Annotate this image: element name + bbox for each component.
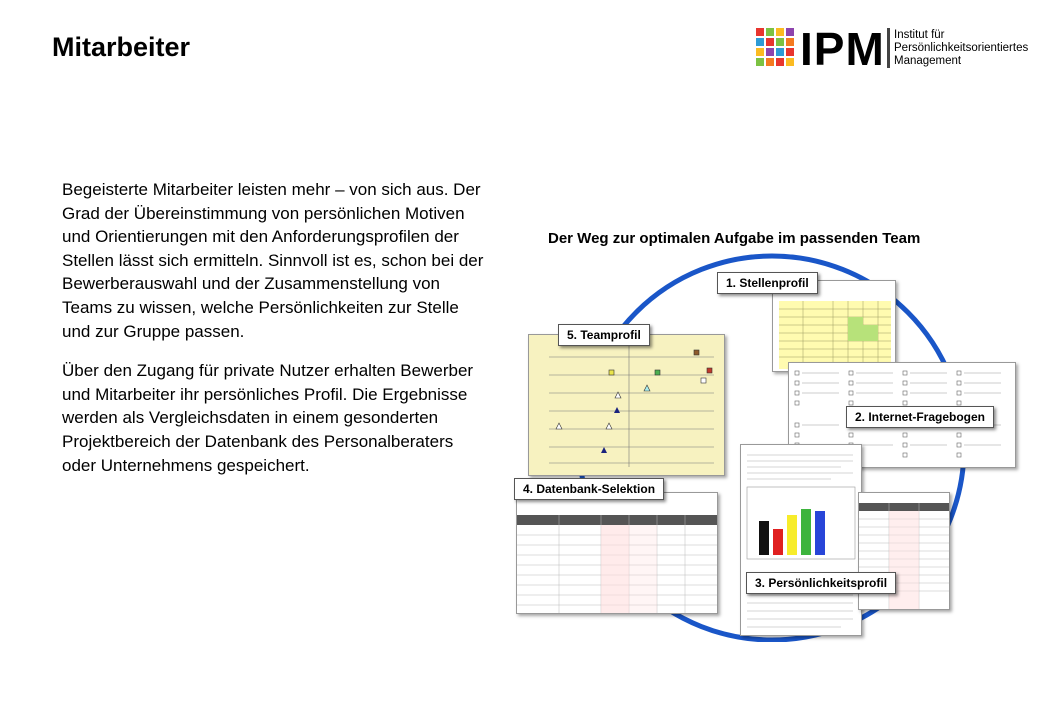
logo-mosaic-icon [756, 28, 796, 68]
logo-line-2: Persönlichkeitsorientiertes [894, 42, 1029, 54]
persoenlichkeitsprofil-document [740, 444, 862, 636]
ipm-logo [756, 23, 1029, 75]
logo-line-1: Institut für [894, 29, 945, 41]
label-datenbank: 4. Datenbank-Selektion [514, 478, 664, 500]
datenbank-thumbnail [517, 493, 717, 613]
teamprofil-thumbnail [529, 335, 724, 475]
datenbank-table [516, 492, 718, 614]
teamprofil-panel [528, 334, 725, 476]
logo-mark: IPM [800, 23, 885, 75]
label-persoenlichkeitsprofil: 3. Persönlichkeitsprofil [746, 572, 896, 594]
label-stellenprofil: 1. Stellenprofil [717, 272, 818, 294]
logo-line-3: Management [894, 55, 962, 67]
paragraph-1: Begeisterte Mitarbeiter leisten mehr – von sich aus. Der Grad der Übereinstimmung von persönlichen Motiven und Orientierungen mit den Anforderungsprofilen der Stellen lässt sich ermitteln. Sinnvoll ist es, schon bei der Bewerberauswahl und der Zusammenstellung von Teams zu wissen, welche Persönlichkeiten zur Stelle und zur Gruppe passen. [62, 180, 484, 341]
page-title: Mitarbeiter [52, 32, 191, 62]
process-figure [510, 222, 1020, 642]
label-teamprofil: 5. Teamprofil [558, 324, 650, 346]
logo-text [894, 29, 1028, 68]
label-fragebogen: 2. Internet-Fragebogen [846, 406, 994, 428]
body-text [62, 178, 487, 493]
logo-divider [887, 28, 890, 68]
stellenprofil-thumbnail [773, 281, 895, 371]
figure-title: Der Weg zur optimalen Aufgabe im passenden Team [548, 230, 921, 247]
paragraph-2: Über den Zugang für private Nutzer erhalten Bewerber und Mitarbeiter ihr persönliches Profil. Die Ergebnisse werden als Vergleichsdaten in einem gesonderten Projektbereich der Datenbank des Personalberaters oder Unternehmens gespeichert. [62, 361, 474, 475]
persoenlichkeitsprofil-thumbnail [741, 445, 861, 635]
